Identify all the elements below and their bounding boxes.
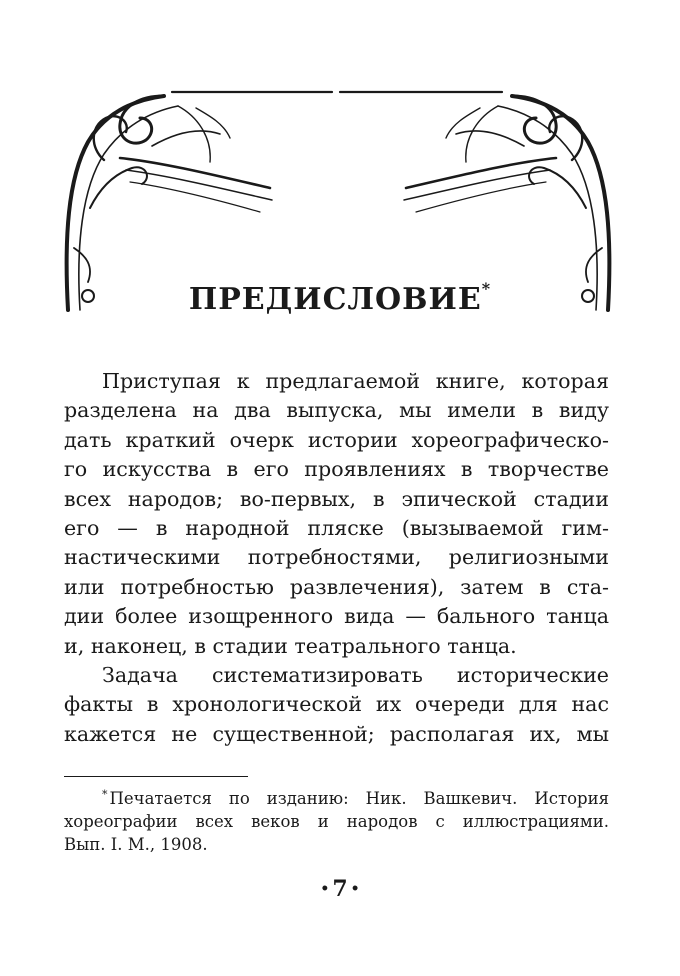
body-line: Приступая к предлагаемой книге, которая [102, 369, 609, 393]
chapter-title-text: ПРЕДИСЛОВИЕ [188, 282, 482, 317]
left-corner-flourish [67, 96, 272, 310]
footnote-line [64, 787, 609, 810]
body-line: всех народов; во-первых, в эпической стадии [64, 486, 609, 511]
body-line: дии более изощренного вида — бального танца [64, 604, 609, 629]
body-line: или потребностью развлечения), затем в ста- [64, 574, 609, 599]
footnote [64, 787, 609, 856]
body-line: факты в хронологической их очереди для нас [64, 692, 609, 717]
footnote-line-text: Печатается по изданию: Ник. Вашкевич. История [109, 789, 609, 808]
page-number [0, 876, 680, 902]
chapter-title [0, 279, 680, 317]
footnote-line: хореографии всех веков и народов с иллюстрациями. [64, 812, 609, 831]
body-line: разделена на два выпуска, мы имели в виду [64, 398, 609, 423]
footnote-mark: * [102, 788, 108, 801]
page-number-dot-left: • [320, 881, 330, 897]
footnote-line: Вып. I. М., 1908. [64, 835, 208, 854]
title-footnote-mark: * [481, 279, 492, 298]
body-text [64, 367, 609, 749]
body-line: дать краткий очерк истории хореографическо- [64, 427, 609, 452]
page-number-value: 7 [332, 876, 348, 902]
body-line: кажется не существенной; располагая их, мы [64, 721, 609, 746]
body-line: го искусства в его проявлениях в творчестве [64, 457, 609, 482]
footnote-divider [64, 776, 248, 777]
page-number-dot-right: • [350, 881, 360, 897]
body-line: и, наконец, в стадии театрального танца. [64, 633, 517, 658]
body-line: настическими потребностями, религиозными [64, 545, 609, 570]
body-line: Задача систематизировать исторические [102, 662, 609, 687]
right-corner-flourish [404, 96, 609, 310]
body-line: его — в народной пляске (вызываемой гим- [64, 515, 609, 540]
